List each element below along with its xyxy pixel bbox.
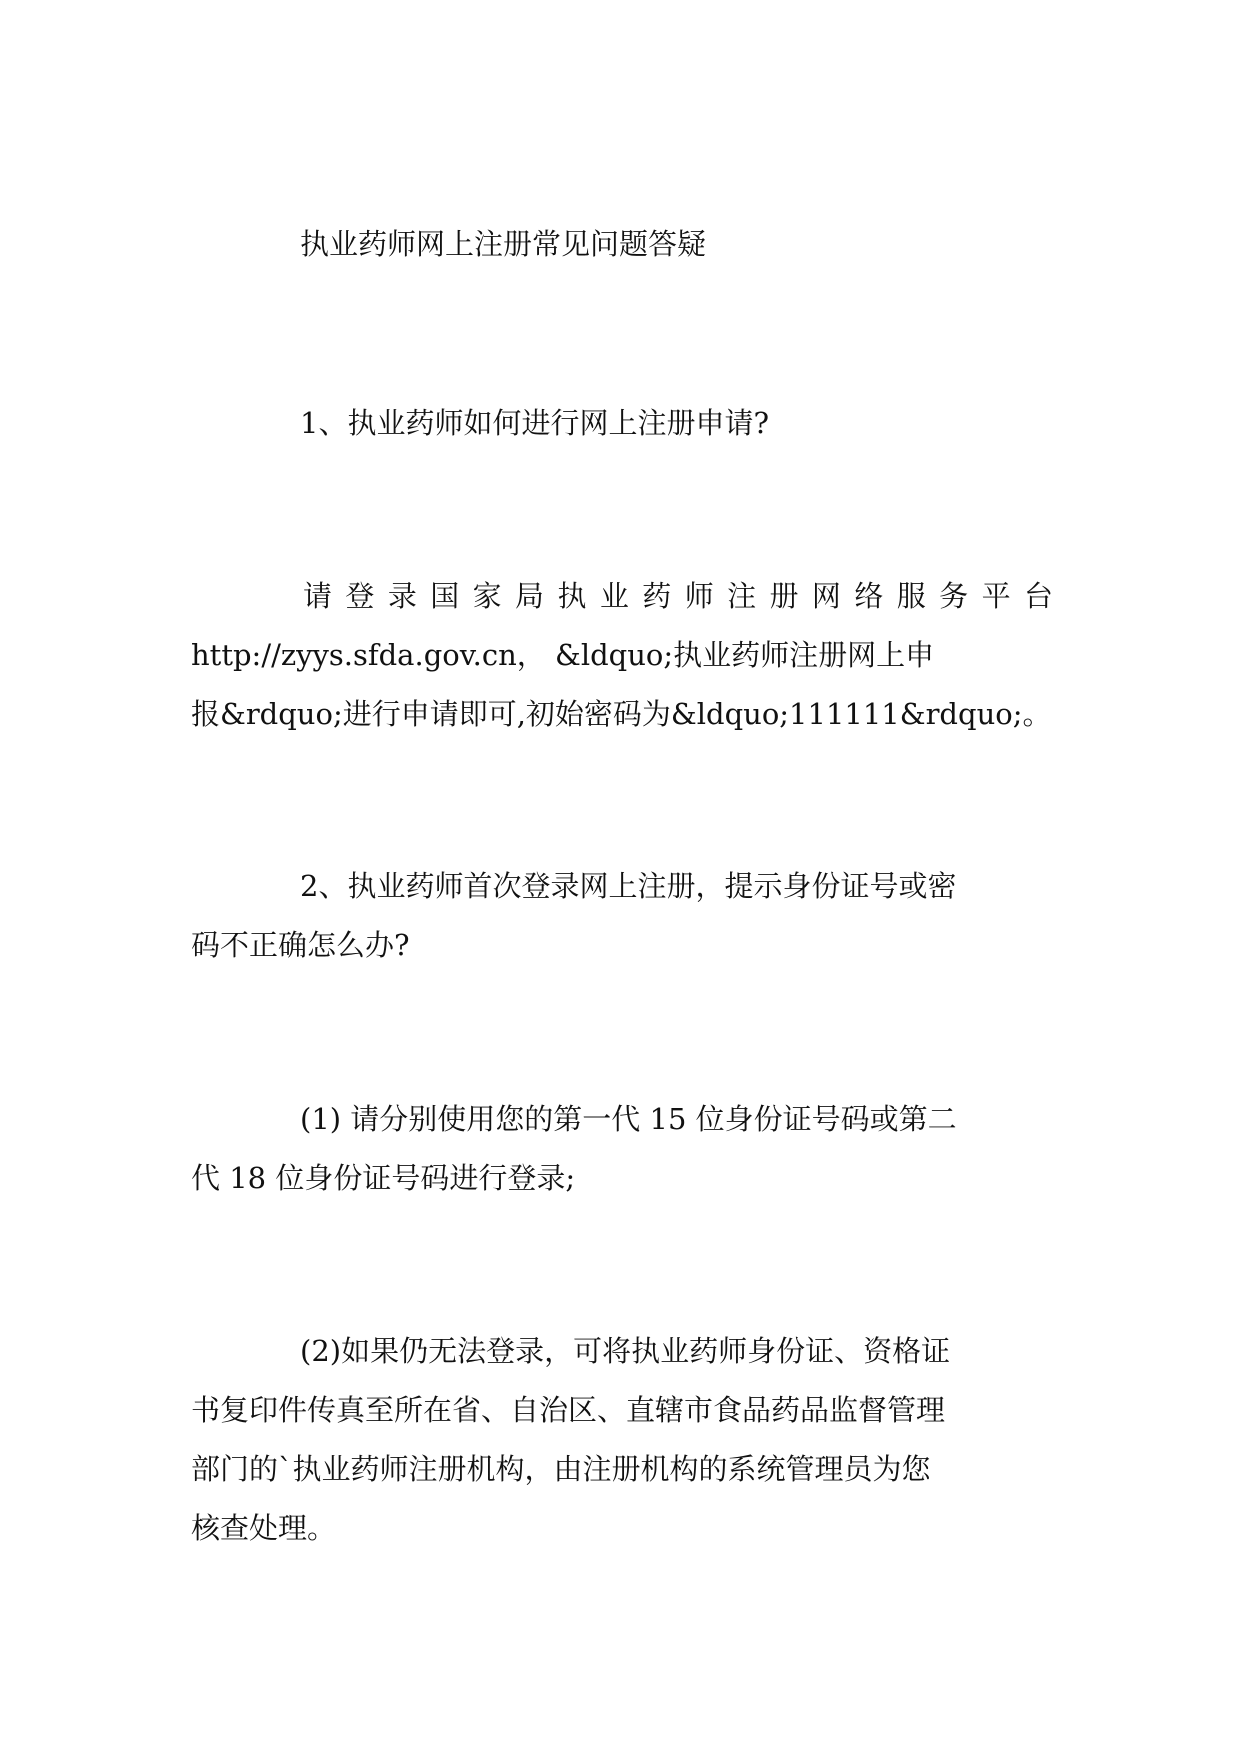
- answer-2-item-1-line-2: 代 18 位身份证号码进行登录;: [191, 1161, 576, 1195]
- question-1: [191, 394, 1053, 453]
- answer-1-line-2: http://zyys.sfda.gov.cn， &ldquo;执业药师注册网上申: [191, 638, 935, 672]
- question-2-line-1: 2、执业药师首次登录网上注册，提示身份证号或密: [300, 869, 957, 903]
- question-2: [191, 857, 1053, 975]
- answer-1-line-3: 报&rdquo;进行申请即可,初始密码为&ldquo;111111&rdquo;。: [191, 697, 1052, 731]
- document-title: [191, 215, 1053, 274]
- answer-2-item-1-line-1: (1) 请分别使用您的第一代 15 位身份证号码或第二: [300, 1102, 957, 1136]
- answer-1-line-1: 请登录国家局执业药师注册网络服务平台: [303, 579, 1053, 613]
- answer-2-item-2-line-3: 部门的`执业药师注册机构，由注册机构的系统管理员为您: [191, 1452, 931, 1486]
- question-2-line-2: 码不正确怎么办?: [191, 928, 410, 962]
- answer-1: [191, 567, 1053, 744]
- title-text: 执业药师网上注册常见问题答疑: [300, 227, 707, 261]
- answer-2-item-1: [191, 1090, 1053, 1208]
- answer-2-item-2: [191, 1322, 1053, 1558]
- answer-2-item-2-line-1: (2)如果仍无法登录，可将执业药师身份证、资格证: [300, 1334, 951, 1368]
- answer-2-item-2-line-2: 书复印件传真至所在省、自治区、直辖市食品药品监督管理: [191, 1393, 946, 1427]
- answer-2-item-2-line-4: 核查处理。: [191, 1511, 337, 1545]
- question-1-text: 1、执业药师如何进行网上注册申请?: [300, 406, 769, 440]
